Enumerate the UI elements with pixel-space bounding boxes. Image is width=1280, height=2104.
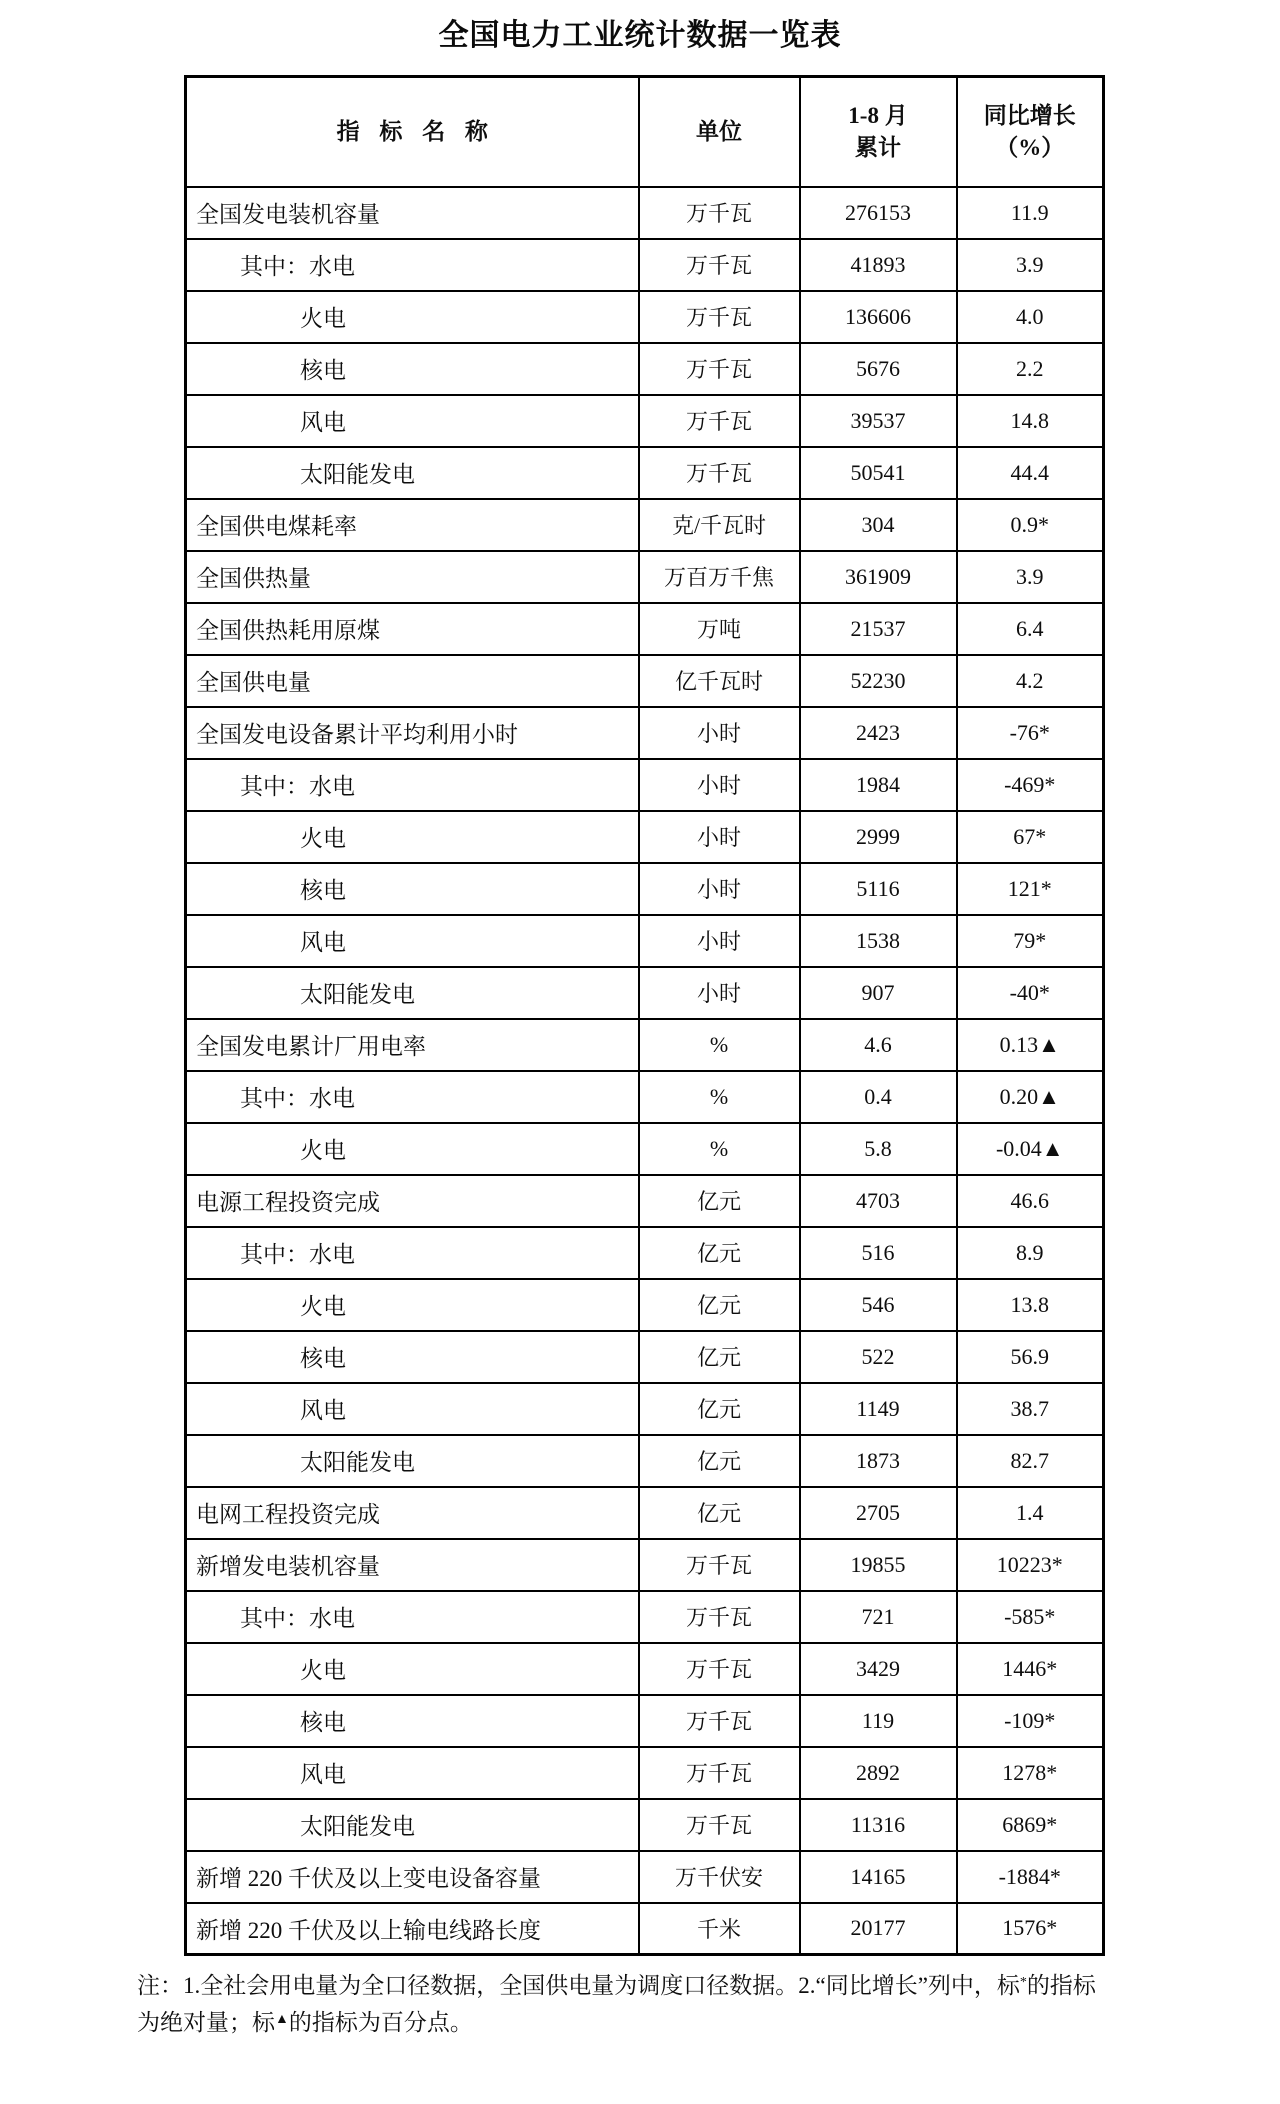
footnote-text: 的指标: [1026, 1973, 1096, 1998]
unit-cell: 万千瓦: [639, 447, 800, 499]
indicator-cell: 电网工程投资完成: [186, 1487, 639, 1539]
table-row: [186, 1643, 1104, 1695]
unit-cell: 亿元: [639, 1383, 800, 1435]
table-row: [186, 1539, 1104, 1591]
cumulative-cell: 3429: [800, 1643, 957, 1695]
table-row: [186, 1487, 1104, 1539]
unit-cell: 克/千瓦时: [639, 499, 800, 551]
yoy-cell: 4.0: [957, 291, 1104, 343]
unit-cell: 小时: [639, 915, 800, 967]
yoy-cell: -109*: [957, 1695, 1104, 1747]
yoy-cell: 79*: [957, 915, 1104, 967]
indicator-cell: 太阳能发电: [186, 447, 639, 499]
cumulative-cell: 4703: [800, 1175, 957, 1227]
indicator-cell: 新增 220 千伏及以上输电线路长度: [186, 1903, 639, 1955]
unit-cell: 亿元: [639, 1331, 800, 1383]
cumulative-cell: 136606: [800, 291, 957, 343]
cumulative-cell: 39537: [800, 395, 957, 447]
indicator-cell: 其中：水电: [186, 1071, 639, 1123]
table-row: [186, 1383, 1104, 1435]
unit-cell: 亿元: [639, 1227, 800, 1279]
cumulative-cell: 516: [800, 1227, 957, 1279]
cumulative-cell: 50541: [800, 447, 957, 499]
yoy-cell: 13.8: [957, 1279, 1104, 1331]
unit-cell: 万百万千焦: [639, 551, 800, 603]
table-row: [186, 291, 1104, 343]
cumulative-cell: 361909: [800, 551, 957, 603]
cumulative-cell: 1984: [800, 759, 957, 811]
indicator-cell: 核电: [186, 343, 639, 395]
document-page: [0, 10, 1280, 2043]
yoy-cell: 0.20▲: [957, 1071, 1104, 1123]
indicator-cell: 风电: [186, 1383, 639, 1435]
yoy-cell: 3.9: [957, 239, 1104, 291]
table-row: [186, 447, 1104, 499]
indicator-cell: 电源工程投资完成: [186, 1175, 639, 1227]
footnote: [137, 1969, 1142, 2043]
unit-cell: 万千瓦: [639, 1747, 800, 1799]
yoy-cell: 11.9: [957, 187, 1104, 239]
col-header-period: [800, 77, 957, 187]
unit-cell: %: [639, 1123, 800, 1175]
cumulative-cell: 5676: [800, 343, 957, 395]
unit-cell: %: [639, 1019, 800, 1071]
yoy-cell: -0.04▲: [957, 1123, 1104, 1175]
unit-cell: 小时: [639, 863, 800, 915]
col-header-yoy-line2: （%）: [995, 134, 1065, 160]
cumulative-cell: 0.4: [800, 1071, 957, 1123]
asterisk-superscript: *: [1019, 1975, 1027, 1990]
indicator-cell: 太阳能发电: [186, 1435, 639, 1487]
unit-cell: 亿元: [639, 1279, 800, 1331]
table-row: [186, 1903, 1104, 1955]
indicator-cell: 全国发电设备累计平均利用小时: [186, 707, 639, 759]
table-row: [186, 343, 1104, 395]
indicator-cell: 其中：水电: [186, 1227, 639, 1279]
table-row: [186, 1695, 1104, 1747]
indicator-cell: 火电: [186, 1123, 639, 1175]
yoy-cell: -40*: [957, 967, 1104, 1019]
cumulative-cell: 41893: [800, 239, 957, 291]
cumulative-cell: 2423: [800, 707, 957, 759]
yoy-cell: 8.9: [957, 1227, 1104, 1279]
yoy-cell: -76*: [957, 707, 1104, 759]
cumulative-cell: 721: [800, 1591, 957, 1643]
yoy-cell: 56.9: [957, 1331, 1104, 1383]
yoy-cell: 44.4: [957, 447, 1104, 499]
yoy-cell: 2.2: [957, 343, 1104, 395]
yoy-cell: 6869*: [957, 1799, 1104, 1851]
footnote-text: 的指标为百分点。: [288, 2010, 473, 2035]
unit-cell: 小时: [639, 759, 800, 811]
unit-cell: 万千瓦: [639, 1591, 800, 1643]
table-row: [186, 1123, 1104, 1175]
unit-cell: 万吨: [639, 603, 800, 655]
indicator-cell: 新增发电装机容量: [186, 1539, 639, 1591]
table-row: [186, 551, 1104, 603]
table-row: [186, 1331, 1104, 1383]
cumulative-cell: 2892: [800, 1747, 957, 1799]
indicator-cell: 火电: [186, 1643, 639, 1695]
cumulative-cell: 11316: [800, 1799, 957, 1851]
cumulative-cell: 1538: [800, 915, 957, 967]
indicator-cell: 全国供热量: [186, 551, 639, 603]
yoy-cell: 1446*: [957, 1643, 1104, 1695]
header-row: [186, 77, 1104, 187]
cumulative-cell: 20177: [800, 1903, 957, 1955]
table-row: [186, 395, 1104, 447]
unit-cell: 万千伏安: [639, 1851, 800, 1903]
unit-cell: 万千瓦: [639, 395, 800, 447]
col-header-unit: 单位: [639, 77, 800, 187]
yoy-cell: 10223*: [957, 1539, 1104, 1591]
cumulative-cell: 2999: [800, 811, 957, 863]
unit-cell: 万千瓦: [639, 1539, 800, 1591]
unit-cell: 亿元: [639, 1487, 800, 1539]
footnote-line-1: [137, 1969, 1142, 2006]
unit-cell: 万千瓦: [639, 343, 800, 395]
col-header-yoy: [957, 77, 1104, 187]
stats-table: [184, 75, 1105, 1956]
indicator-cell: 核电: [186, 1695, 639, 1747]
table-row: [186, 239, 1104, 291]
unit-cell: 万千瓦: [639, 1643, 800, 1695]
indicator-cell: 全国发电累计厂用电率: [186, 1019, 639, 1071]
indicator-cell: 核电: [186, 863, 639, 915]
unit-cell: 亿元: [639, 1435, 800, 1487]
col-header-indicator: 指 标 名 称: [186, 77, 639, 187]
cumulative-cell: 546: [800, 1279, 957, 1331]
indicator-cell: 太阳能发电: [186, 967, 639, 1019]
unit-cell: 万千瓦: [639, 239, 800, 291]
table-row: [186, 1747, 1104, 1799]
table-row: [186, 1851, 1104, 1903]
unit-cell: 万千瓦: [639, 187, 800, 239]
yoy-cell: 3.9: [957, 551, 1104, 603]
cumulative-cell: 21537: [800, 603, 957, 655]
yoy-cell: 82.7: [957, 1435, 1104, 1487]
cumulative-cell: 5116: [800, 863, 957, 915]
cumulative-cell: 52230: [800, 655, 957, 707]
cumulative-cell: 1873: [800, 1435, 957, 1487]
footnote-line-2: [137, 2006, 1142, 2043]
indicator-cell: 新增 220 千伏及以上变电设备容量: [186, 1851, 639, 1903]
yoy-cell: 0.13▲: [957, 1019, 1104, 1071]
indicator-cell: 火电: [186, 291, 639, 343]
indicator-cell: 其中：水电: [186, 239, 639, 291]
unit-cell: 万千瓦: [639, 291, 800, 343]
page-title: 全国电力工业统计数据一览表: [438, 19, 842, 52]
col-header-period-line2: 累计: [855, 134, 901, 160]
table-row: [186, 1279, 1104, 1331]
yoy-cell: 0.9*: [957, 499, 1104, 551]
table-row: [186, 1591, 1104, 1643]
indicator-cell: 其中：水电: [186, 1591, 639, 1643]
table-row: [186, 1799, 1104, 1851]
indicator-cell: 火电: [186, 811, 639, 863]
unit-cell: 万千瓦: [639, 1799, 800, 1851]
cumulative-cell: 304: [800, 499, 957, 551]
cumulative-cell: 907: [800, 967, 957, 1019]
unit-cell: 小时: [639, 707, 800, 759]
table-row: [186, 863, 1104, 915]
unit-cell: %: [639, 1071, 800, 1123]
table-row: [186, 915, 1104, 967]
table-row: [186, 1175, 1104, 1227]
yoy-cell: 121*: [957, 863, 1104, 915]
yoy-cell: -469*: [957, 759, 1104, 811]
table-row: [186, 187, 1104, 239]
table-row: [186, 603, 1104, 655]
footnote-text: 注：1.全社会用电量为全口径数据，全国供电量为调度口径数据。2.“同比增长”列中，标: [137, 1973, 1020, 1998]
table-row: [186, 967, 1104, 1019]
yoy-cell: 1.4: [957, 1487, 1104, 1539]
yoy-cell: 1278*: [957, 1747, 1104, 1799]
cumulative-cell: 2705: [800, 1487, 957, 1539]
yoy-cell: -585*: [957, 1591, 1104, 1643]
table-row: [186, 811, 1104, 863]
unit-cell: 千米: [639, 1903, 800, 1955]
table-row: [186, 1071, 1104, 1123]
col-header-period-line1: 1-8 月: [848, 102, 908, 128]
table-row: [186, 499, 1104, 551]
indicator-cell: 全国供电煤耗率: [186, 499, 639, 551]
cumulative-cell: 5.8: [800, 1123, 957, 1175]
indicator-cell: 风电: [186, 1747, 639, 1799]
indicator-cell: 核电: [186, 1331, 639, 1383]
cumulative-cell: 4.6: [800, 1019, 957, 1071]
yoy-cell: -1884*: [957, 1851, 1104, 1903]
cumulative-cell: 119: [800, 1695, 957, 1747]
indicator-cell: 其中：水电: [186, 759, 639, 811]
triangle-superscript: ▲: [275, 2012, 289, 2027]
table-row: [186, 1019, 1104, 1071]
table-row: [186, 759, 1104, 811]
unit-cell: 小时: [639, 811, 800, 863]
indicator-cell: 全国发电装机容量: [186, 187, 639, 239]
table-row: [186, 655, 1104, 707]
table-row: [186, 1227, 1104, 1279]
yoy-cell: 67*: [957, 811, 1104, 863]
yoy-cell: 14.8: [957, 395, 1104, 447]
indicator-cell: 太阳能发电: [186, 1799, 639, 1851]
indicator-cell: 全国供电量: [186, 655, 639, 707]
cumulative-cell: 522: [800, 1331, 957, 1383]
yoy-cell: 4.2: [957, 655, 1104, 707]
yoy-cell: 6.4: [957, 603, 1104, 655]
indicator-cell: 火电: [186, 1279, 639, 1331]
yoy-cell: 46.6: [957, 1175, 1104, 1227]
cumulative-cell: 14165: [800, 1851, 957, 1903]
unit-cell: 亿千瓦时: [639, 655, 800, 707]
footnote-text: 为绝对量；标: [137, 2010, 275, 2035]
indicator-cell: 风电: [186, 915, 639, 967]
unit-cell: 亿元: [639, 1175, 800, 1227]
table-row: [186, 1435, 1104, 1487]
yoy-cell: 1576*: [957, 1903, 1104, 1955]
cumulative-cell: 19855: [800, 1539, 957, 1591]
indicator-cell: 风电: [186, 395, 639, 447]
table-row: [186, 707, 1104, 759]
unit-cell: 小时: [639, 967, 800, 1019]
yoy-cell: 38.7: [957, 1383, 1104, 1435]
indicator-cell: 全国供热耗用原煤: [186, 603, 639, 655]
col-header-yoy-line1: 同比增长: [983, 102, 1076, 128]
unit-cell: 万千瓦: [639, 1695, 800, 1747]
cumulative-cell: 1149: [800, 1383, 957, 1435]
cumulative-cell: 276153: [800, 187, 957, 239]
